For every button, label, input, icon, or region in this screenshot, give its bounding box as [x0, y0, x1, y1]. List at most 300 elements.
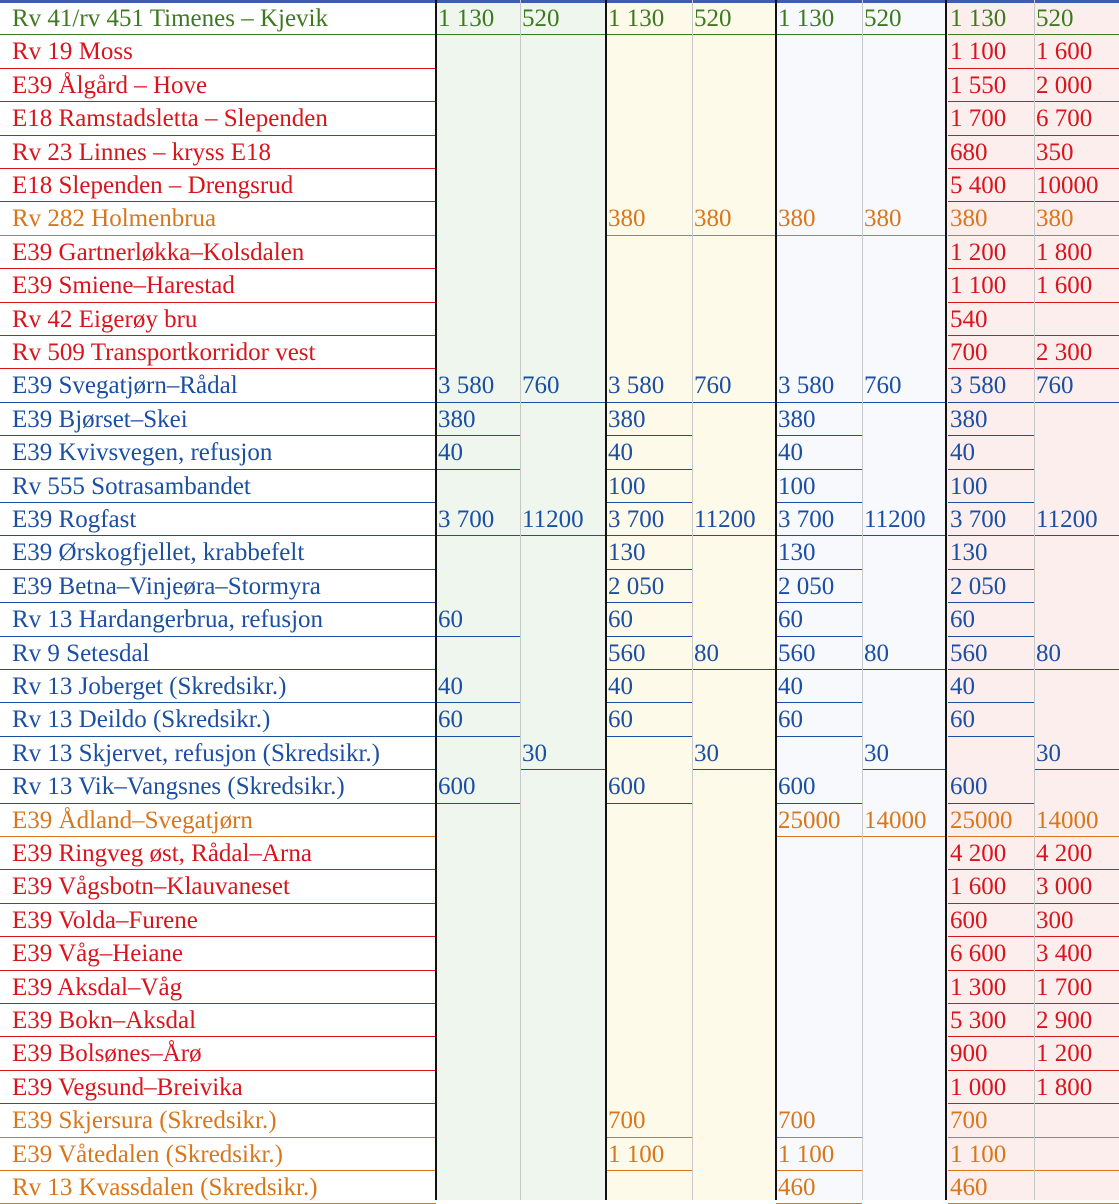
value-cell[interactable] [436, 837, 520, 870]
value-cell[interactable]: 4 200 [948, 837, 1034, 870]
value-cell[interactable]: 1 000 [948, 1071, 1034, 1104]
value-cell[interactable] [862, 1037, 946, 1070]
value-cell[interactable] [1034, 470, 1119, 503]
value-cell[interactable] [692, 837, 776, 870]
value-cell[interactable]: 600 [776, 770, 862, 803]
value-cell[interactable] [862, 35, 946, 68]
value-cell[interactable] [606, 1037, 692, 1070]
value-cell[interactable] [862, 303, 946, 336]
value-cell[interactable] [692, 1104, 776, 1137]
value-cell[interactable] [862, 436, 946, 469]
value-cell[interactable]: 3 400 [1034, 937, 1119, 970]
value-cell[interactable] [520, 971, 606, 1004]
value-cell[interactable] [776, 737, 862, 770]
value-cell[interactable] [862, 937, 946, 970]
value-cell[interactable]: 130 [776, 536, 862, 569]
value-cell[interactable] [520, 336, 606, 369]
value-cell[interactable]: 5 300 [948, 1004, 1034, 1037]
value-cell[interactable] [520, 269, 606, 302]
value-cell[interactable]: 540 [948, 303, 1034, 336]
value-cell[interactable] [776, 971, 862, 1004]
value-cell[interactable] [520, 202, 606, 235]
value-cell[interactable]: 11200 [1034, 503, 1119, 536]
value-cell[interactable]: 700 [948, 1104, 1034, 1137]
value-cell[interactable] [436, 1138, 520, 1171]
value-cell[interactable]: 3 580 [776, 369, 862, 402]
value-cell[interactable]: 2 900 [1034, 1004, 1119, 1037]
value-cell[interactable]: 11200 [520, 503, 606, 536]
value-cell[interactable]: 380 [436, 403, 520, 436]
value-cell[interactable]: 1 100 [948, 269, 1034, 302]
value-cell[interactable]: 1 130 [776, 2, 862, 35]
value-cell[interactable] [436, 303, 520, 336]
project-name-cell[interactable]: E39 Betna–Vinjeøra–Stormyra [0, 570, 436, 603]
value-cell[interactable]: 3 700 [776, 503, 862, 536]
value-cell[interactable]: 300 [1034, 904, 1119, 937]
value-cell[interactable] [436, 737, 520, 770]
value-cell[interactable]: 3 700 [436, 503, 520, 536]
project-name-cell[interactable]: E39 Vågsbotn–Klauvaneset [0, 870, 436, 903]
value-cell[interactable] [862, 570, 946, 603]
value-cell[interactable]: 40 [776, 670, 862, 703]
value-cell[interactable] [862, 336, 946, 369]
value-cell[interactable] [692, 1004, 776, 1037]
value-cell[interactable]: 40 [436, 436, 520, 469]
value-cell[interactable] [606, 102, 692, 135]
value-cell[interactable]: 680 [948, 136, 1034, 169]
value-cell[interactable] [1034, 670, 1119, 703]
value-cell[interactable] [436, 904, 520, 937]
value-cell[interactable]: 1 100 [948, 35, 1034, 68]
value-cell[interactable] [776, 236, 862, 269]
value-cell[interactable]: 30 [1034, 737, 1119, 770]
value-cell[interactable] [776, 69, 862, 102]
value-cell[interactable]: 3 000 [1034, 870, 1119, 903]
value-cell[interactable] [776, 1037, 862, 1070]
value-cell[interactable] [692, 303, 776, 336]
value-cell[interactable] [692, 804, 776, 837]
value-cell[interactable] [692, 1138, 776, 1171]
value-cell[interactable] [520, 536, 606, 569]
value-cell[interactable]: 1 600 [948, 870, 1034, 903]
value-cell[interactable] [520, 102, 606, 135]
value-cell[interactable]: 2 050 [606, 570, 692, 603]
value-cell[interactable] [862, 870, 946, 903]
value-cell[interactable]: 1 300 [948, 971, 1034, 1004]
value-cell[interactable]: 560 [948, 637, 1034, 670]
project-name-cell[interactable]: E18 Slependen – Drengsrud [0, 169, 436, 202]
value-cell[interactable]: 60 [776, 603, 862, 636]
value-cell[interactable] [520, 904, 606, 937]
value-cell[interactable]: 1 200 [1034, 1037, 1119, 1070]
value-cell[interactable]: 60 [436, 603, 520, 636]
value-cell[interactable]: 760 [692, 369, 776, 402]
value-cell[interactable] [862, 136, 946, 169]
value-cell[interactable] [692, 1071, 776, 1104]
value-cell[interactable] [692, 870, 776, 903]
value-cell[interactable] [692, 937, 776, 970]
value-cell[interactable] [520, 770, 606, 803]
project-name-cell[interactable]: Rv 42 Eigerøy bru [0, 303, 436, 336]
value-cell[interactable] [520, 403, 606, 436]
value-cell[interactable]: 14000 [1034, 804, 1119, 837]
project-name-cell[interactable]: E39 Skjersura (Skredsikr.) [0, 1104, 436, 1137]
value-cell[interactable]: 3 700 [606, 503, 692, 536]
value-cell[interactable]: 100 [776, 470, 862, 503]
value-cell[interactable] [692, 436, 776, 469]
value-cell[interactable] [520, 870, 606, 903]
project-name-cell[interactable]: Rv 9 Setesdal [0, 637, 436, 670]
project-name-cell[interactable]: Rv 555 Sotrasambandet [0, 470, 436, 503]
value-cell[interactable] [520, 637, 606, 670]
value-cell[interactable]: 60 [776, 703, 862, 736]
project-name-cell[interactable]: E39 Bolsønes–Årø [0, 1037, 436, 1070]
value-cell[interactable]: 3 580 [948, 369, 1034, 402]
value-cell[interactable]: 100 [948, 470, 1034, 503]
value-cell[interactable] [1034, 536, 1119, 569]
value-cell[interactable]: 30 [862, 737, 946, 770]
value-cell[interactable]: 4 200 [1034, 837, 1119, 870]
value-cell[interactable] [606, 303, 692, 336]
value-cell[interactable] [606, 737, 692, 770]
value-cell[interactable] [436, 136, 520, 169]
value-cell[interactable]: 1 130 [436, 2, 520, 35]
value-cell[interactable] [776, 1004, 862, 1037]
value-cell[interactable] [606, 169, 692, 202]
value-cell[interactable] [692, 236, 776, 269]
value-cell[interactable] [692, 770, 776, 803]
value-cell[interactable] [862, 69, 946, 102]
value-cell[interactable] [862, 1004, 946, 1037]
project-name-cell[interactable]: Rv 19 Moss [0, 35, 436, 68]
value-cell[interactable]: 520 [862, 2, 946, 35]
value-cell[interactable] [862, 102, 946, 135]
value-cell[interactable]: 1 100 [606, 1138, 692, 1171]
value-cell[interactable] [520, 1071, 606, 1104]
value-cell[interactable] [436, 236, 520, 269]
project-name-cell[interactable]: E39 Ådland–Svegatjørn [0, 804, 436, 837]
value-cell[interactable] [436, 1037, 520, 1070]
value-cell[interactable] [520, 1138, 606, 1171]
value-cell[interactable] [776, 904, 862, 937]
value-cell[interactable] [520, 804, 606, 837]
value-cell[interactable]: 1 700 [948, 102, 1034, 135]
value-cell[interactable] [692, 136, 776, 169]
value-cell[interactable] [436, 937, 520, 970]
value-cell[interactable] [436, 470, 520, 503]
value-cell[interactable] [776, 136, 862, 169]
project-name-cell[interactable]: Rv 13 Kvassdalen (Skredsikr.) [0, 1171, 436, 1204]
value-cell[interactable] [606, 336, 692, 369]
value-cell[interactable] [436, 35, 520, 68]
value-cell[interactable]: 60 [948, 703, 1034, 736]
value-cell[interactable]: 600 [948, 770, 1034, 803]
value-cell[interactable] [948, 737, 1034, 770]
value-cell[interactable] [520, 69, 606, 102]
value-cell[interactable] [862, 837, 946, 870]
value-cell[interactable]: 5 400 [948, 169, 1034, 202]
value-cell[interactable]: 380 [776, 403, 862, 436]
value-cell[interactable] [436, 870, 520, 903]
project-name-cell[interactable]: Rv 13 Joberget (Skredsikr.) [0, 670, 436, 703]
value-cell[interactable] [1034, 770, 1119, 803]
value-cell[interactable]: 760 [520, 369, 606, 402]
value-cell[interactable]: 40 [606, 670, 692, 703]
value-cell[interactable] [520, 703, 606, 736]
project-name-cell[interactable]: E39 Ørskogfjellet, krabbefelt [0, 536, 436, 569]
project-name-cell[interactable]: E39 Våtedalen (Skredsikr.) [0, 1138, 436, 1171]
value-cell[interactable] [436, 336, 520, 369]
project-name-cell[interactable]: E18 Ramstadsletta – Slependen [0, 102, 436, 135]
value-cell[interactable] [1034, 570, 1119, 603]
value-cell[interactable]: 460 [948, 1171, 1034, 1204]
value-cell[interactable] [776, 169, 862, 202]
value-cell[interactable] [692, 971, 776, 1004]
value-cell[interactable]: 14000 [862, 804, 946, 837]
project-name-cell[interactable]: E39 Ålgård – Hove [0, 69, 436, 102]
value-cell[interactable] [692, 69, 776, 102]
project-name-cell[interactable]: Rv 13 Deildo (Skredsikr.) [0, 703, 436, 736]
value-cell[interactable]: 760 [1034, 369, 1119, 402]
value-cell[interactable] [862, 971, 946, 1004]
value-cell[interactable] [436, 1071, 520, 1104]
value-cell[interactable] [692, 403, 776, 436]
value-cell[interactable]: 2 000 [1034, 69, 1119, 102]
project-name-cell[interactable]: E39 Våg–Heiane [0, 937, 436, 970]
value-cell[interactable]: 380 [1034, 202, 1119, 235]
value-cell[interactable] [692, 35, 776, 68]
value-cell[interactable]: 700 [776, 1104, 862, 1137]
value-cell[interactable] [436, 202, 520, 235]
value-cell[interactable] [692, 102, 776, 135]
value-cell[interactable]: 40 [948, 436, 1034, 469]
value-cell[interactable] [436, 269, 520, 302]
value-cell[interactable] [606, 870, 692, 903]
value-cell[interactable]: 40 [436, 670, 520, 703]
value-cell[interactable]: 1 550 [948, 69, 1034, 102]
value-cell[interactable]: 80 [692, 637, 776, 670]
value-cell[interactable] [520, 1171, 606, 1204]
project-name-cell[interactable]: Rv 23 Linnes – kryss E18 [0, 136, 436, 169]
value-cell[interactable] [692, 603, 776, 636]
value-cell[interactable]: 560 [776, 637, 862, 670]
value-cell[interactable]: 560 [606, 637, 692, 670]
value-cell[interactable]: 80 [862, 637, 946, 670]
value-cell[interactable] [862, 1171, 946, 1204]
value-cell[interactable]: 600 [436, 770, 520, 803]
value-cell[interactable] [862, 236, 946, 269]
project-name-cell[interactable]: Rv 13 Skjervet, refusjon (Skredsikr.) [0, 737, 436, 770]
value-cell[interactable] [520, 937, 606, 970]
value-cell[interactable] [692, 470, 776, 503]
value-cell[interactable]: 3 580 [436, 369, 520, 402]
value-cell[interactable]: 11200 [692, 503, 776, 536]
value-cell[interactable]: 380 [776, 202, 862, 235]
value-cell[interactable]: 60 [948, 603, 1034, 636]
value-cell[interactable] [436, 1004, 520, 1037]
value-cell[interactable]: 100 [606, 470, 692, 503]
value-cell[interactable] [692, 1037, 776, 1070]
value-cell[interactable] [862, 169, 946, 202]
value-cell[interactable]: 380 [606, 403, 692, 436]
value-cell[interactable] [776, 837, 862, 870]
value-cell[interactable] [520, 837, 606, 870]
value-cell[interactable] [1034, 436, 1119, 469]
value-cell[interactable] [862, 470, 946, 503]
value-cell[interactable]: 25000 [776, 804, 862, 837]
value-cell[interactable]: 520 [692, 2, 776, 35]
value-cell[interactable]: 6 600 [948, 937, 1034, 970]
project-name-cell[interactable]: E39 Smiene–Harestad [0, 269, 436, 302]
value-cell[interactable] [776, 303, 862, 336]
value-cell[interactable]: 1 100 [948, 1138, 1034, 1171]
value-cell[interactable]: 40 [948, 670, 1034, 703]
value-cell[interactable]: 60 [436, 703, 520, 736]
value-cell[interactable] [776, 870, 862, 903]
value-cell[interactable]: 60 [606, 703, 692, 736]
value-cell[interactable] [692, 703, 776, 736]
value-cell[interactable] [436, 1171, 520, 1204]
value-cell[interactable] [520, 470, 606, 503]
value-cell[interactable] [1034, 403, 1119, 436]
value-cell[interactable]: 700 [606, 1104, 692, 1137]
value-cell[interactable]: 700 [948, 336, 1034, 369]
value-cell[interactable] [436, 971, 520, 1004]
value-cell[interactable]: 380 [948, 403, 1034, 436]
project-name-cell[interactable]: E39 Svegatjørn–Rådal [0, 369, 436, 402]
value-cell[interactable] [520, 236, 606, 269]
value-cell[interactable] [520, 303, 606, 336]
value-cell[interactable]: 30 [520, 737, 606, 770]
value-cell[interactable] [606, 1171, 692, 1204]
value-cell[interactable] [520, 1004, 606, 1037]
project-name-cell[interactable]: Rv 282 Holmenbrua [0, 202, 436, 235]
value-cell[interactable] [436, 1104, 520, 1137]
value-cell[interactable]: 3 580 [606, 369, 692, 402]
value-cell[interactable] [520, 603, 606, 636]
value-cell[interactable] [606, 904, 692, 937]
value-cell[interactable]: 600 [948, 904, 1034, 937]
value-cell[interactable]: 10000 [1034, 169, 1119, 202]
value-cell[interactable] [692, 336, 776, 369]
project-name-cell[interactable]: E39 Rogfast [0, 503, 436, 536]
project-name-cell[interactable]: E39 Volda–Furene [0, 904, 436, 937]
value-cell[interactable] [862, 536, 946, 569]
value-cell[interactable] [606, 971, 692, 1004]
value-cell[interactable] [436, 102, 520, 135]
value-cell[interactable]: 40 [776, 436, 862, 469]
project-name-cell[interactable]: E39 Aksdal–Våg [0, 971, 436, 1004]
value-cell[interactable] [692, 536, 776, 569]
value-cell[interactable] [436, 570, 520, 603]
value-cell[interactable] [1034, 1171, 1119, 1204]
value-cell[interactable]: 80 [1034, 637, 1119, 670]
value-cell[interactable]: 130 [606, 536, 692, 569]
value-cell[interactable]: 1 130 [948, 2, 1034, 35]
project-name-cell[interactable]: Rv 509 Transportkorridor vest [0, 336, 436, 369]
project-name-cell[interactable]: E39 Bjørset–Skei [0, 403, 436, 436]
value-cell[interactable]: 900 [948, 1037, 1034, 1070]
value-cell[interactable] [862, 904, 946, 937]
value-cell[interactable] [776, 269, 862, 302]
value-cell[interactable] [606, 35, 692, 68]
value-cell[interactable] [606, 937, 692, 970]
value-cell[interactable]: 380 [692, 202, 776, 235]
value-cell[interactable] [606, 236, 692, 269]
value-cell[interactable]: 11200 [862, 503, 946, 536]
value-cell[interactable] [1034, 1138, 1119, 1171]
value-cell[interactable]: 760 [862, 369, 946, 402]
value-cell[interactable] [436, 637, 520, 670]
value-cell[interactable]: 350 [1034, 136, 1119, 169]
value-cell[interactable]: 1 600 [1034, 269, 1119, 302]
project-name-cell[interactable]: Rv 13 Hardangerbrua, refusjon [0, 603, 436, 636]
project-name-cell[interactable]: E39 Bokn–Aksdal [0, 1004, 436, 1037]
value-cell[interactable] [692, 904, 776, 937]
value-cell[interactable]: 520 [1034, 2, 1119, 35]
project-name-cell[interactable]: E39 Ringveg øst, Rådal–Arna [0, 837, 436, 870]
value-cell[interactable] [606, 1071, 692, 1104]
value-cell[interactable] [692, 169, 776, 202]
value-cell[interactable] [776, 336, 862, 369]
value-cell[interactable] [862, 1104, 946, 1137]
value-cell[interactable]: 1 800 [1034, 1071, 1119, 1104]
project-name-cell[interactable]: Rv 41/rv 451 Timenes – Kjevik [0, 2, 436, 35]
value-cell[interactable] [520, 169, 606, 202]
value-cell[interactable]: 30 [692, 737, 776, 770]
value-cell[interactable]: 380 [862, 202, 946, 235]
value-cell[interactable] [606, 1004, 692, 1037]
value-cell[interactable] [520, 570, 606, 603]
value-cell[interactable] [1034, 303, 1119, 336]
project-name-cell[interactable]: E39 Kvivsvegen, refusjon [0, 436, 436, 469]
value-cell[interactable]: 1 200 [948, 236, 1034, 269]
value-cell[interactable]: 40 [606, 436, 692, 469]
value-cell[interactable] [862, 1138, 946, 1171]
value-cell[interactable] [862, 670, 946, 703]
value-cell[interactable] [692, 670, 776, 703]
value-cell[interactable]: 1 130 [606, 2, 692, 35]
value-cell[interactable] [606, 136, 692, 169]
value-cell[interactable]: 380 [948, 202, 1034, 235]
value-cell[interactable]: 6 700 [1034, 102, 1119, 135]
value-cell[interactable]: 2 050 [948, 570, 1034, 603]
value-cell[interactable] [776, 937, 862, 970]
value-cell[interactable] [862, 403, 946, 436]
value-cell[interactable] [862, 1071, 946, 1104]
value-cell[interactable] [862, 770, 946, 803]
value-cell[interactable] [606, 269, 692, 302]
value-cell[interactable] [520, 1104, 606, 1137]
value-cell[interactable]: 2 300 [1034, 336, 1119, 369]
project-name-cell[interactable]: Rv 13 Vik–Vangsnes (Skredsikr.) [0, 770, 436, 803]
value-cell[interactable] [520, 35, 606, 68]
value-cell[interactable] [692, 1171, 776, 1204]
value-cell[interactable] [776, 102, 862, 135]
value-cell[interactable]: 1 100 [776, 1138, 862, 1171]
value-cell[interactable] [606, 804, 692, 837]
value-cell[interactable] [776, 1071, 862, 1104]
value-cell[interactable] [520, 136, 606, 169]
value-cell[interactable] [436, 169, 520, 202]
value-cell[interactable]: 130 [948, 536, 1034, 569]
value-cell[interactable] [520, 670, 606, 703]
value-cell[interactable] [862, 603, 946, 636]
value-cell[interactable] [436, 69, 520, 102]
project-name-cell[interactable]: E39 Gartnerløkka–Kolsdalen [0, 236, 436, 269]
value-cell[interactable] [776, 35, 862, 68]
value-cell[interactable]: 1 800 [1034, 236, 1119, 269]
